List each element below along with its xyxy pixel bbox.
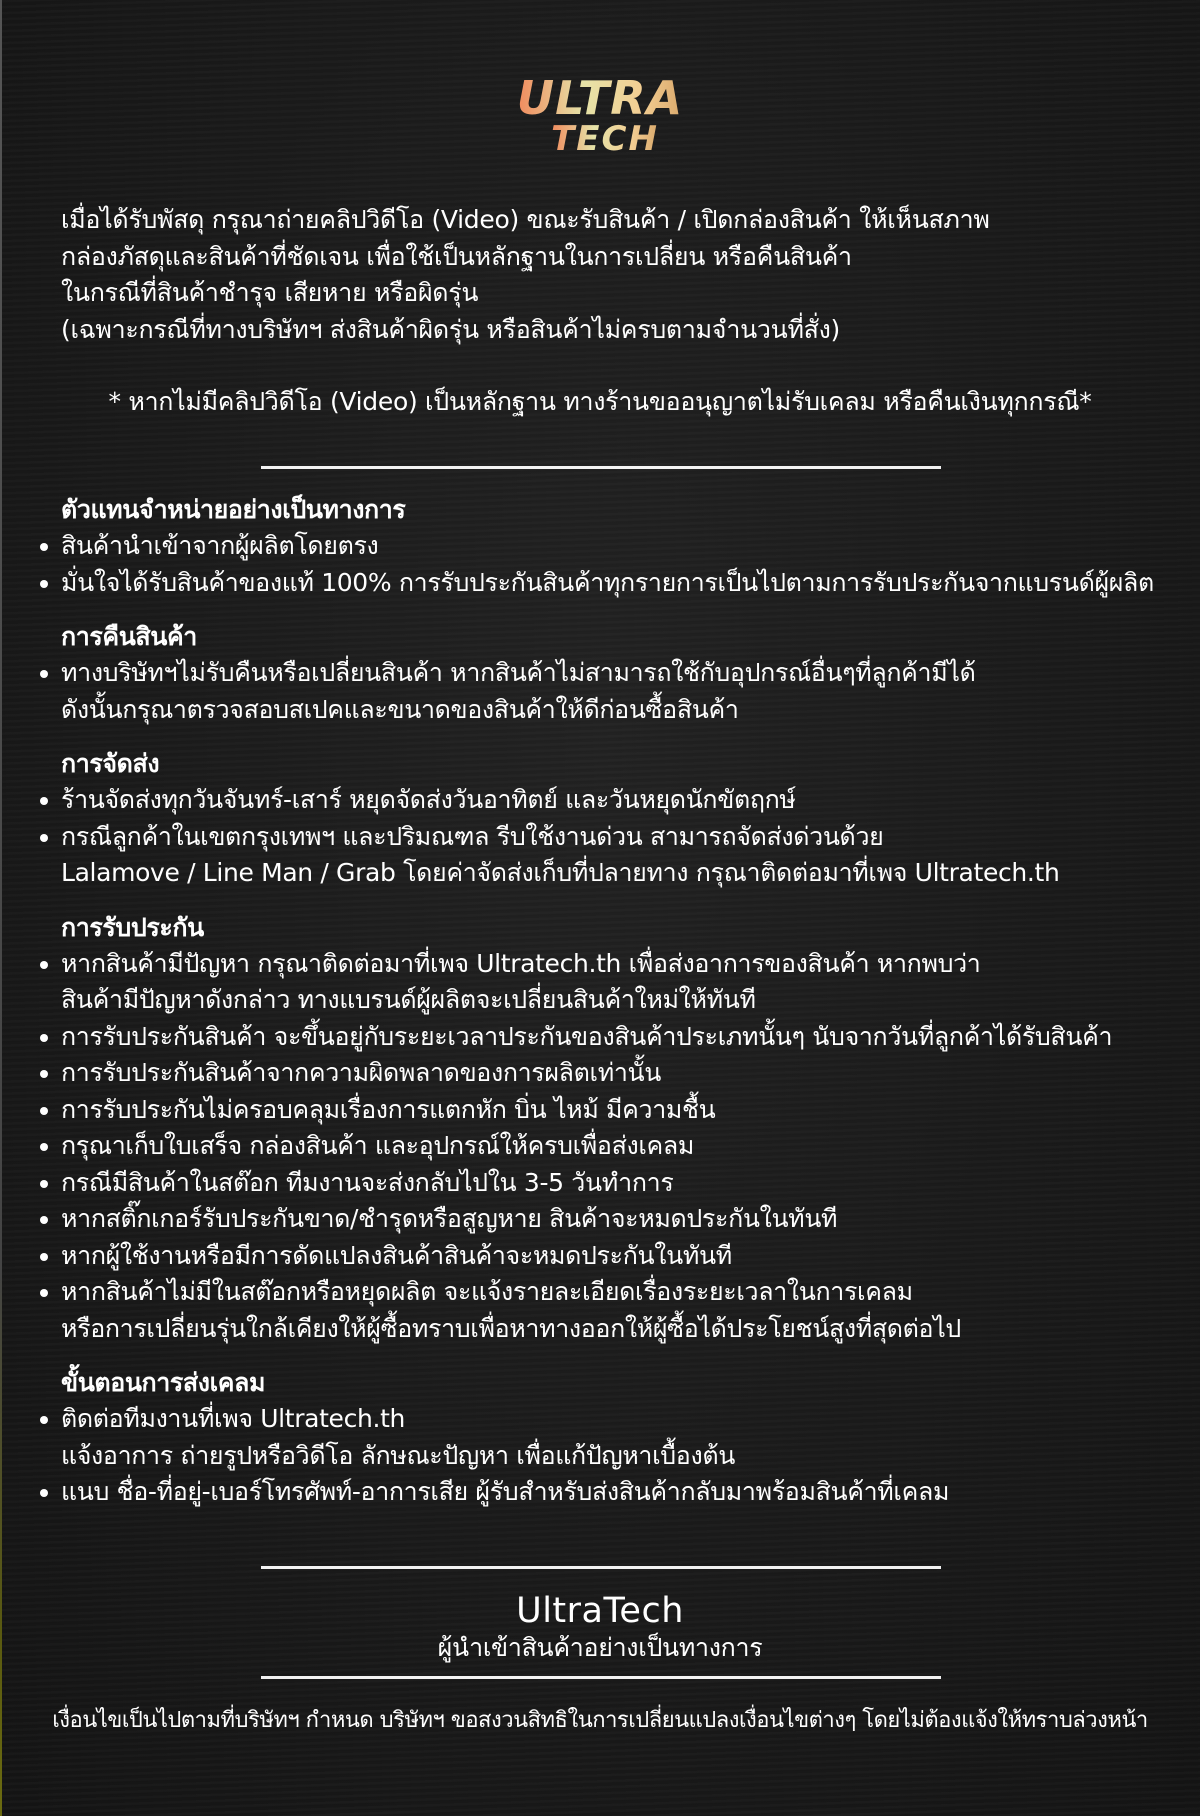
video-evidence-notice: * หากไม่มีคลิปวิดีโอ (Video) เป็นหลักฐาน ทางร้านขออนุญาตไม่รับเคลม หรือคืนเงินทุกกรณี* [108,387,1092,416]
bullet-text: สินค้ามีปัญหาดังกล่าว ทางแบรนด์ผู้ผลิตจะเปลี่ยนสินค้าใหม่ให้ทันที [61,985,756,1014]
intro-paragraph [61,202,1161,348]
intro-line: ในกรณีที่สินค้าชำรุจ เสียหาย หรือผิดรุ่น [61,278,479,307]
logo-wordmark-icon [475,72,725,154]
svg-text:ULTRA: ULTRA [516,72,684,125]
brand-subtitle: ผู้นำเข้าสินค้าอย่างเป็นทางการ [437,1633,763,1662]
divider [261,1566,941,1569]
bullet-item [36,655,1196,728]
bullet-item [36,528,1196,565]
intro-line: (เฉพาะกรณีที่ทางบริษัทฯ ส่งสินค้าผิดรุ่น หรือสินค้าไม่ครบตามจำนวนที่สั่ง) [61,314,840,344]
bullet-item [36,1019,1196,1056]
bullet-item [36,819,1196,892]
bullet-text: หากสินค้ามีปัญหา กรุณาติดต่อมาที่เพจ Ultratech.th เพื่อส่งอาการของสินค้า หากพบว่า [61,948,981,978]
bullet-text: ติดต่อทีมงานที่เพจ Ultratech.th [61,1404,406,1433]
section-title: ตัวแทนจำหน่ายอย่างเป็นทางการ [61,495,406,524]
bullet-item [36,1092,1196,1129]
bullet-text: การรับประกันไม่ครอบคลุมเรื่องการแตกหัก บิ่น ไหม้ มีความชื้น [61,1094,716,1124]
bullet-dot-icon [40,1034,48,1042]
brand-name: UltraTech [516,1591,684,1631]
bullet-dot-icon [40,797,48,805]
bullet-text: มั่นใจได้รับสินค้าของแท้ 100% การรับประกันสินค้าทุกรายการเป็นไปตามการรับประกันจากแบรนด์ผู้ผลิต [61,567,1154,597]
bullet-dot-icon [40,1216,48,1224]
bullet-dot-icon [40,961,48,969]
bullet-dot-icon [40,1253,48,1261]
section-title: การจัดส่ง [61,749,160,778]
divider [261,466,941,469]
bullet-text: ทางบริษัทฯไม่รับคืนหรือเปลี่ยนสินค้า หากสินค้าไม่สามารถใช้กับอุปกรณ์อื่นๆที่ลูกค้ามีได้ [61,658,976,687]
bullet-text: หากผู้ใช้งานหรือมีการดัดแปลงสินค้าสินค้าจะหมดประกันในทันที [61,1240,732,1270]
bullet-item [36,1238,1196,1275]
intro-line: กล่องภัสดุและสินค้าที่ชัดเจน เพื่อใช้เป็นหลักฐานในการเปลี่ยน หรือคืนสินค้า [61,241,852,271]
bullet-dot-icon [40,543,48,551]
bullet-text: แนบ ชื่อ-ที่อยู่-เบอร์โทรศัพท์-อาการเสีย ผู้รับสำหรับส่งสินค้ากลับมาพร้อมสินค้าที่เคลม [61,1477,950,1506]
bullet-text: กรณีมีสินค้าในสต๊อก ทีมงานจะส่งกลับไปใน 3-5 วันทำการ [61,1167,674,1197]
bullet-text: การรับประกันสินค้า จะขึ้นอยู่กับระยะเวลาประกันของสินค้าประเภทนั้นๆ นับจากวันที่ลูกค้าได้รับสินค้า [61,1021,1113,1051]
bullet-item [36,1274,1196,1347]
bullet-dot-icon [40,1180,48,1188]
bullet-dot-icon [40,670,48,678]
bullet-item [36,1055,1196,1092]
bullet-text: ร้านจัดส่งทุกวันจันทร์-เสาร์ หยุดจัดส่งวันอาทิตย์ และวันหยุดนักขัตฤกษ์ [61,785,796,814]
intro-line: เมื่อได้รับพัสดุ กรุณาถ่ายคลิปวิดีโอ (Video) ขณะรับสินค้า / เปิดกล่องสินค้า ให้เห็นสภาพ [61,205,990,234]
bullet-dot-icon [40,1107,48,1115]
policy-section [36,1365,1196,1511]
bullet-dot-icon [40,834,48,842]
svg-text:TECH: TECH [551,119,659,154]
bullet-item [36,1401,1196,1474]
bullet-dot-icon [40,1289,48,1297]
policy-section [36,619,1196,728]
section-title: การคืนสินค้า [61,622,197,651]
policy-sections [36,492,1196,1529]
section-title: ขั้นตอนการส่งเคลม [61,1368,266,1397]
bullet-text: กรุณาเก็บใบเสร็จ กล่องสินค้า และอุปกรณ์ให้ครบเพื่อส่งเคลม [61,1131,695,1160]
bullet-item [36,782,1196,819]
section-title: การรับประกัน [61,912,204,942]
ultratech-logo [0,72,1200,158]
terms-footer: เงื่อนไขเป็นไปตามที่บริษัทฯ กำหนด บริษัทฯ ขอสงวนสิทธิในการเปลี่ยนแปลงเงื่อนไขต่างๆ โดยไม่ต้องแจ้งให้ทราบล่วงหน้า [52,1708,1148,1733]
bullet-text: หากสติ๊กเกอร์รับประกันขาด/ชำรุดหรือสูญหาย สินค้าจะหมดประกันในทันที [61,1204,838,1233]
bullet-text: กรณีลูกค้าในเขตกรุงเทพฯ และปริมณฑล รีบใช้งานด่วน สามารถจัดส่งด่วนด้วย [61,821,884,851]
bullet-item [36,565,1196,602]
bullet-item [36,1201,1196,1238]
bullet-item [36,946,1196,1019]
left-edge-border [0,0,2,1816]
bullet-text: หากสินค้าไม่มีในสต๊อกหรือหยุดผลิต จะแจ้งรายละเอียดเรื่องระยะเวลาในการเคลม [61,1277,913,1306]
bullet-text: การรับประกันสินค้าจากความผิดพลาดของการผลิตเท่านั้น [61,1058,662,1087]
bullet-item [36,1474,1196,1511]
policy-section [36,492,1196,601]
bullet-dot-icon [40,1416,48,1424]
bullet-text: แจ้งอาการ ถ่ายรูปหรือวิดีโอ ลักษณะปัญหา เพื่อแก้ปัญหาเบื้องต้น [61,1440,735,1470]
brand-block [0,1590,1200,1664]
bullet-item [36,1128,1196,1165]
divider [261,1676,941,1679]
bullet-text: หรือการเปลี่ยนรุ่นใกล้เคียงให้ผู้ซื้อทราบเพื่อหาทางออกให้ผู้ซื้อได้ประโยชน์สูงที่สุดต่อไป [61,1313,961,1343]
bullet-dot-icon [40,1489,48,1497]
bullet-text: ดังนั้นกรุณาตรวจสอบสเปคและขนาดของสินค้าให้ดีก่อนซื้อสินค้า [61,694,739,724]
bullet-dot-icon [40,1143,48,1151]
bullet-dot-icon [40,580,48,588]
bullet-text: Lalamove / Line Man / Grab โดยค่าจัดส่งเก็บที่ปลายทาง กรุณาติดต่อมาที่เพจ Ultratech.th [61,858,1060,887]
policy-section [36,746,1196,892]
bullet-item [36,1165,1196,1202]
bullet-text: สินค้านำเข้าจากผู้ผลิตโดยตรง [61,531,379,560]
bullet-dot-icon [40,1070,48,1078]
policy-section [36,910,1196,1348]
